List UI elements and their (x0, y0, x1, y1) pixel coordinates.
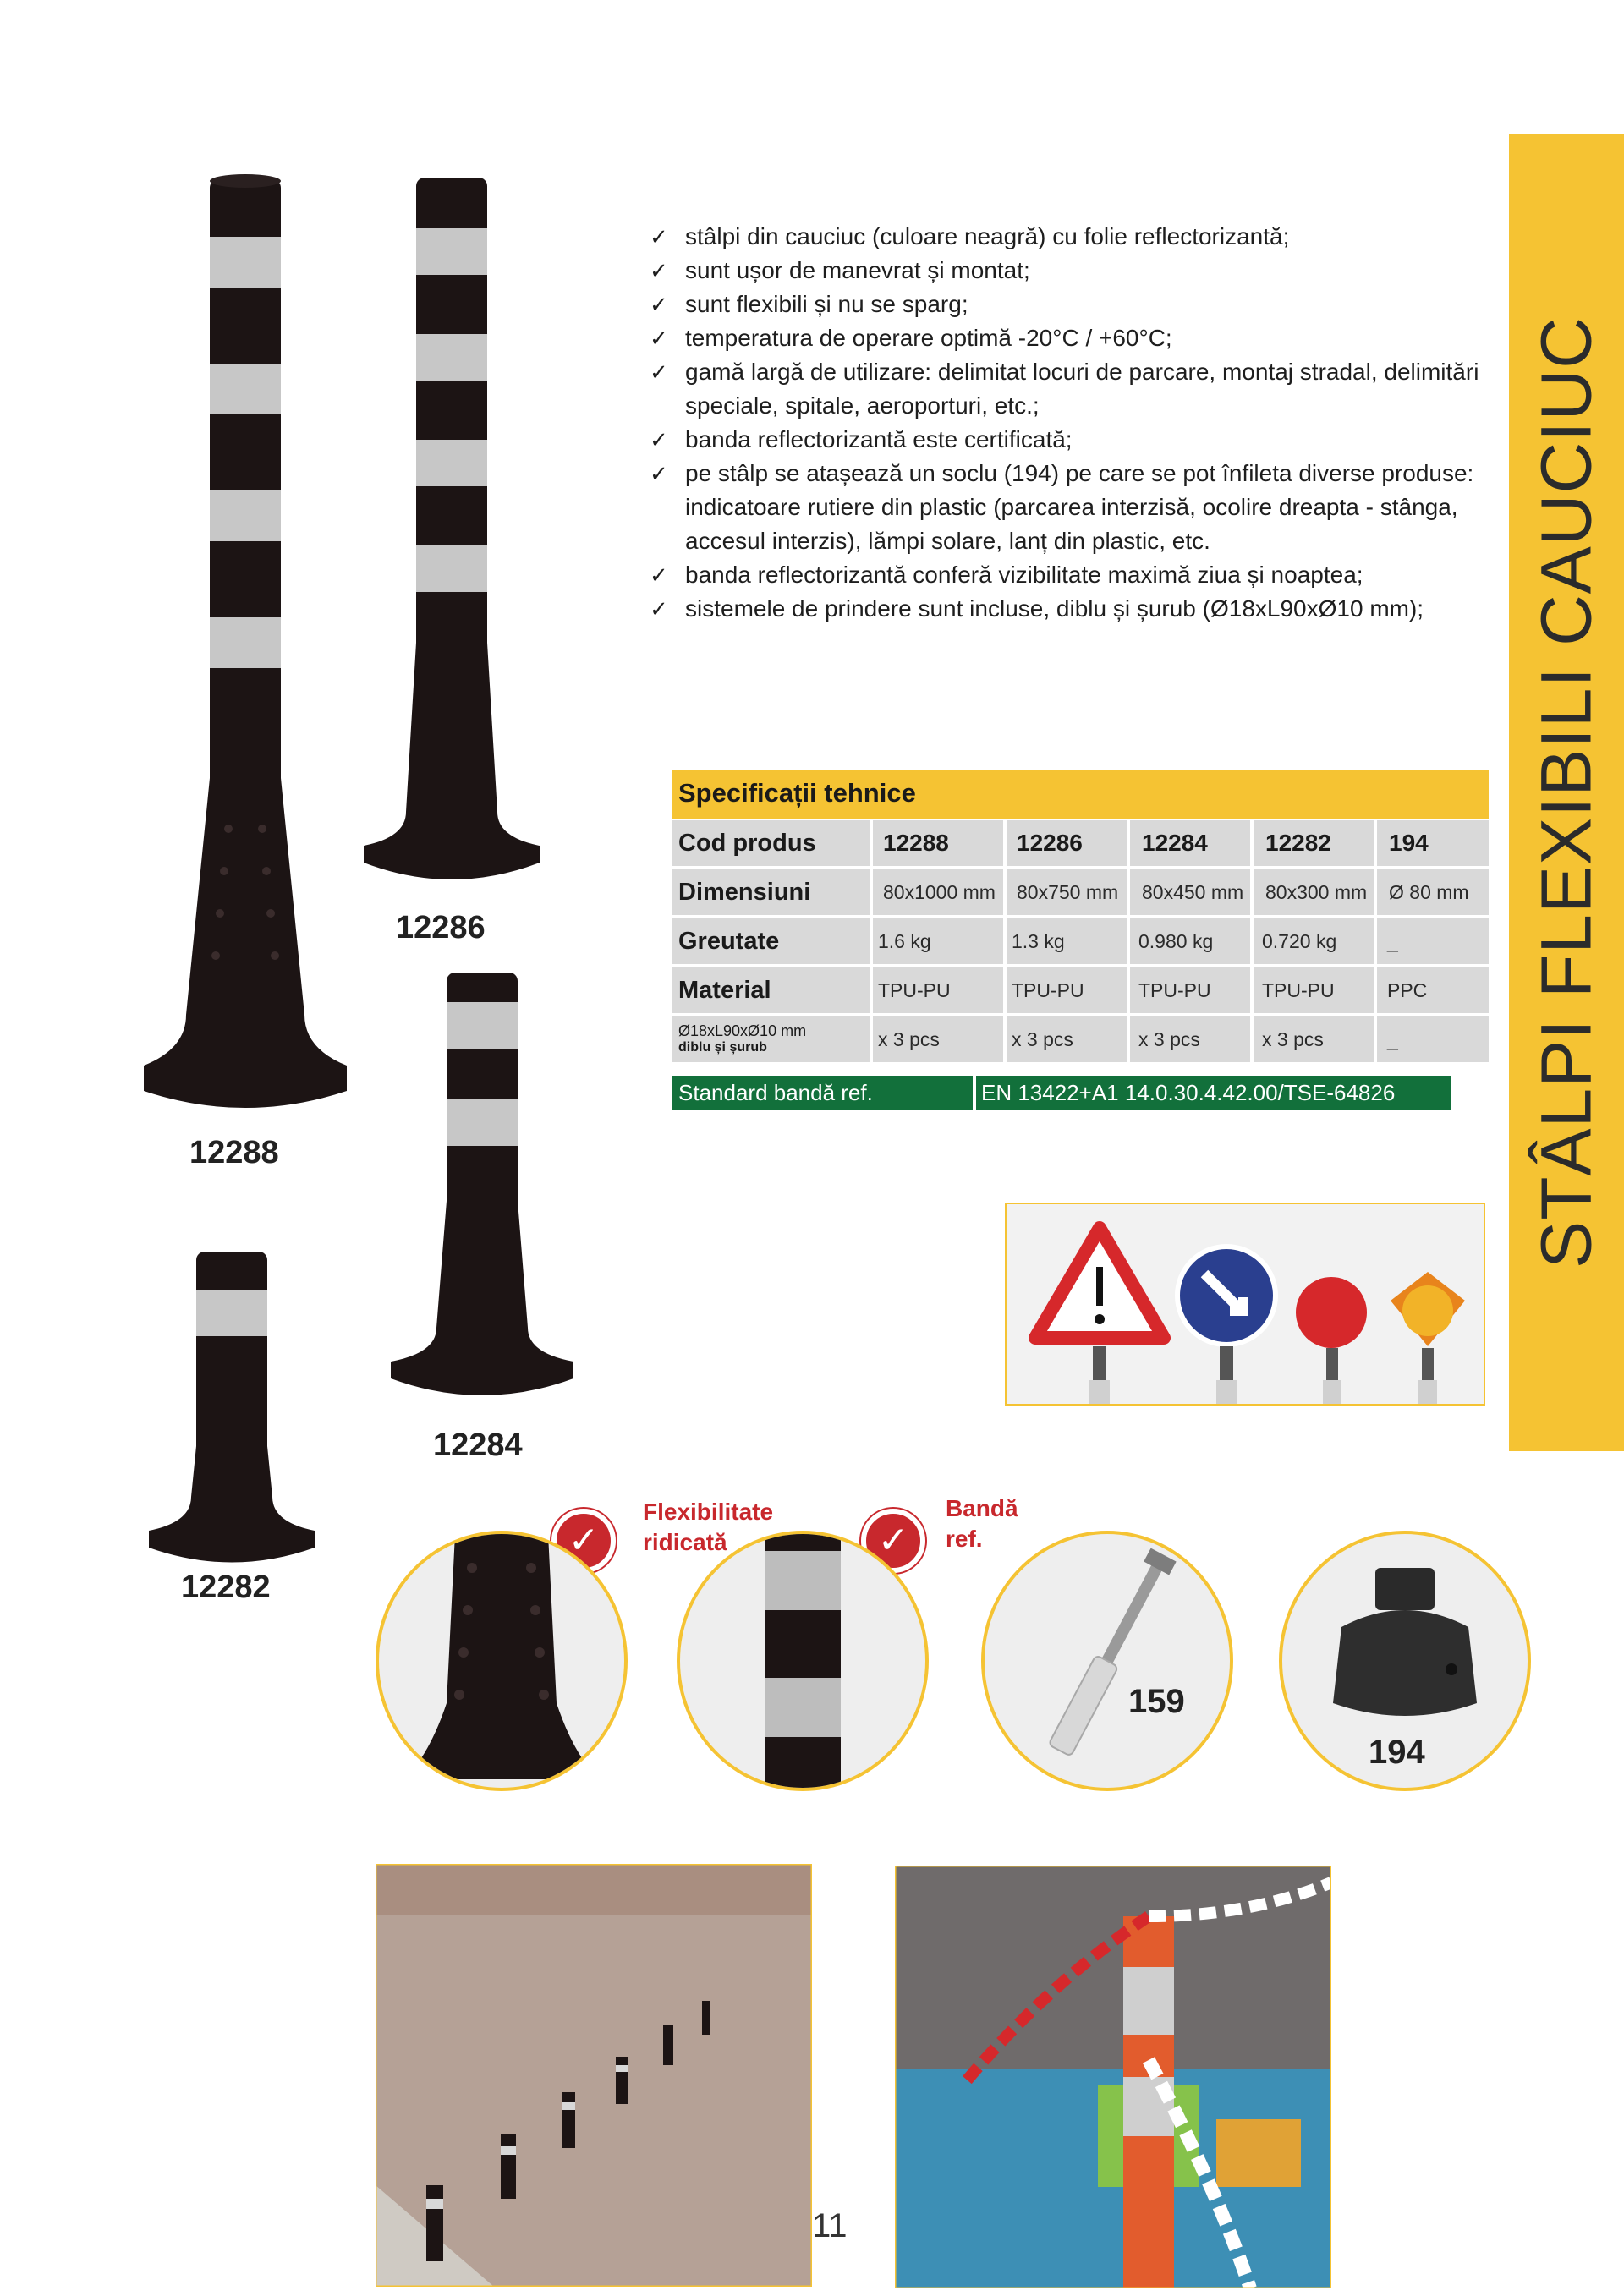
feature-item: ✓ sistemele de prindere sunt incluse, diblu și șurub (Ø18xL90xØ10 mm); (650, 592, 1512, 626)
bollard-12282-image (144, 1243, 338, 1581)
page-number: 11 (812, 2207, 848, 2244)
spec-title: Specificații tehnice (678, 778, 916, 808)
screw-code: 159 (1128, 1683, 1185, 1720)
check-icon: ✓ (568, 1520, 600, 1561)
spec-cell: 194 (1389, 830, 1429, 856)
spec-row-label (678, 1016, 806, 1062)
screw-image (985, 1534, 1230, 1788)
spec-cell: x 3 pcs (1012, 1027, 1073, 1050)
spec-cell: x 3 pcs (878, 1027, 940, 1050)
spec-fixing-size: Ø18xL90xØ10 mm (678, 1022, 807, 1039)
spec-cell: _ (1387, 929, 1398, 952)
flexibility-detail-image (376, 1531, 628, 1791)
spec-row-material (672, 967, 1489, 1013)
spec-cell: _ (1387, 1027, 1398, 1050)
feature-item: ✓ pe stâlp se atașează un soclu (194) pe care se pot înfileta diverse produse: indicatoare rutiere din plastic (parcarea interzisă, ocolire dreapta - stânga, accesul interzis), lămpi solare, lanț din plastic, etc. (650, 457, 1512, 558)
spec-cell: 0.980 kg (1138, 929, 1214, 952)
feature-item: ✓ sunt flexibili și nu se sparg; (650, 288, 1512, 321)
spec-row-fixing (672, 1016, 1489, 1062)
feature-list (650, 220, 1512, 626)
spec-cell: 80x1000 mm (883, 880, 996, 903)
feature-item: ✓ gamă largă de utilizare: delimitat locuri de parcare, montaj stradal, delimitări speciale, spitale, aeroporturi, etc.; (650, 355, 1512, 423)
reflective-band-image (680, 1534, 925, 1788)
indoor-chain-photo (895, 1866, 1331, 2288)
spec-cell: 1.6 kg (878, 929, 931, 952)
bollard-12288-image (127, 169, 372, 1133)
product-label-12288: 12288 (189, 1135, 279, 1170)
band-line1: Bandă (946, 1495, 1018, 1521)
spec-cell: 0.720 kg (1262, 929, 1337, 952)
spec-cell: 80x300 mm (1265, 880, 1368, 903)
spec-cell: x 3 pcs (1138, 1027, 1200, 1050)
band-label (946, 1493, 1018, 1554)
product-label-12286: 12286 (396, 910, 486, 945)
spec-cell: TPU-PU (878, 978, 951, 1001)
spec-cell: 12286 (1017, 830, 1083, 856)
feature-item: ✓ stâlpi din cauciuc (culoare neagră) cu folie reflectorizantă; (650, 220, 1512, 254)
side-banner (1509, 134, 1624, 1451)
street-bollards-photo (376, 1864, 812, 2287)
rubber-ribs-image (379, 1534, 624, 1788)
bollard-12284-image (381, 964, 575, 1421)
bollard-12286-image (355, 169, 550, 913)
spec-row-label: Greutate (678, 927, 780, 955)
spec-cell: PPC (1387, 978, 1428, 1001)
spec-row-dimensions (672, 869, 1489, 915)
spec-cell: 12288 (883, 830, 949, 856)
spec-cell: 80x450 mm (1142, 880, 1244, 903)
spec-cell: x 3 pcs (1262, 1027, 1324, 1050)
spec-cell: 1.3 kg (1012, 929, 1065, 952)
spec-row-label: Material (678, 976, 771, 1004)
spec-cell: 12284 (1142, 830, 1208, 856)
spec-row-weight (672, 918, 1489, 964)
screw-detail-image (981, 1531, 1233, 1791)
band-line2: ref. (946, 1526, 983, 1552)
feature-item: ✓ banda reflectorizantă conferă vizibilitate maximă ziua și noaptea; (650, 558, 1512, 592)
spec-row-label: Dimensiuni (678, 878, 811, 906)
check-icon: ✓ (877, 1520, 909, 1561)
spec-cell: TPU-PU (1012, 978, 1084, 1001)
side-title: STÂLPI FLEXIBILI CAUCIUC (1526, 316, 1606, 1269)
spec-row-code (672, 820, 1489, 866)
flexibility-line1: Flexibilitate (643, 1499, 774, 1525)
spec-cell: 80x750 mm (1017, 880, 1119, 903)
product-label-12282: 12282 (181, 1570, 271, 1605)
spec-cell: TPU-PU (1138, 978, 1211, 1001)
feature-item: ✓ temperatura de operare optimă -20°C / +60°C; (650, 321, 1512, 355)
spec-table-header (672, 770, 1489, 819)
flexibility-line2: ridicată (643, 1529, 727, 1555)
sign-accessories-image (1005, 1203, 1485, 1406)
reflective-band-detail-image (677, 1531, 929, 1791)
spec-cell: TPU-PU (1262, 978, 1335, 1001)
feature-item: ✓ banda reflectorizantă este certificată; (650, 423, 1512, 457)
feature-item: ✓ sunt ușor de manevrat și montat; (650, 254, 1512, 288)
standard-value: EN 13422+A1 14.0.30.4.42.00/TSE-64826 (976, 1076, 1451, 1110)
spec-cell: Ø 80 mm (1389, 880, 1469, 903)
spec-fixing-sublabel: diblu și șurub (678, 1040, 767, 1055)
socket-code: 194 (1369, 1734, 1425, 1771)
spec-row-label: Cod produs (678, 829, 816, 857)
spec-cell: 12282 (1265, 830, 1331, 856)
standard-label: Standard bandă ref. (672, 1076, 973, 1110)
product-label-12284: 12284 (433, 1427, 523, 1463)
